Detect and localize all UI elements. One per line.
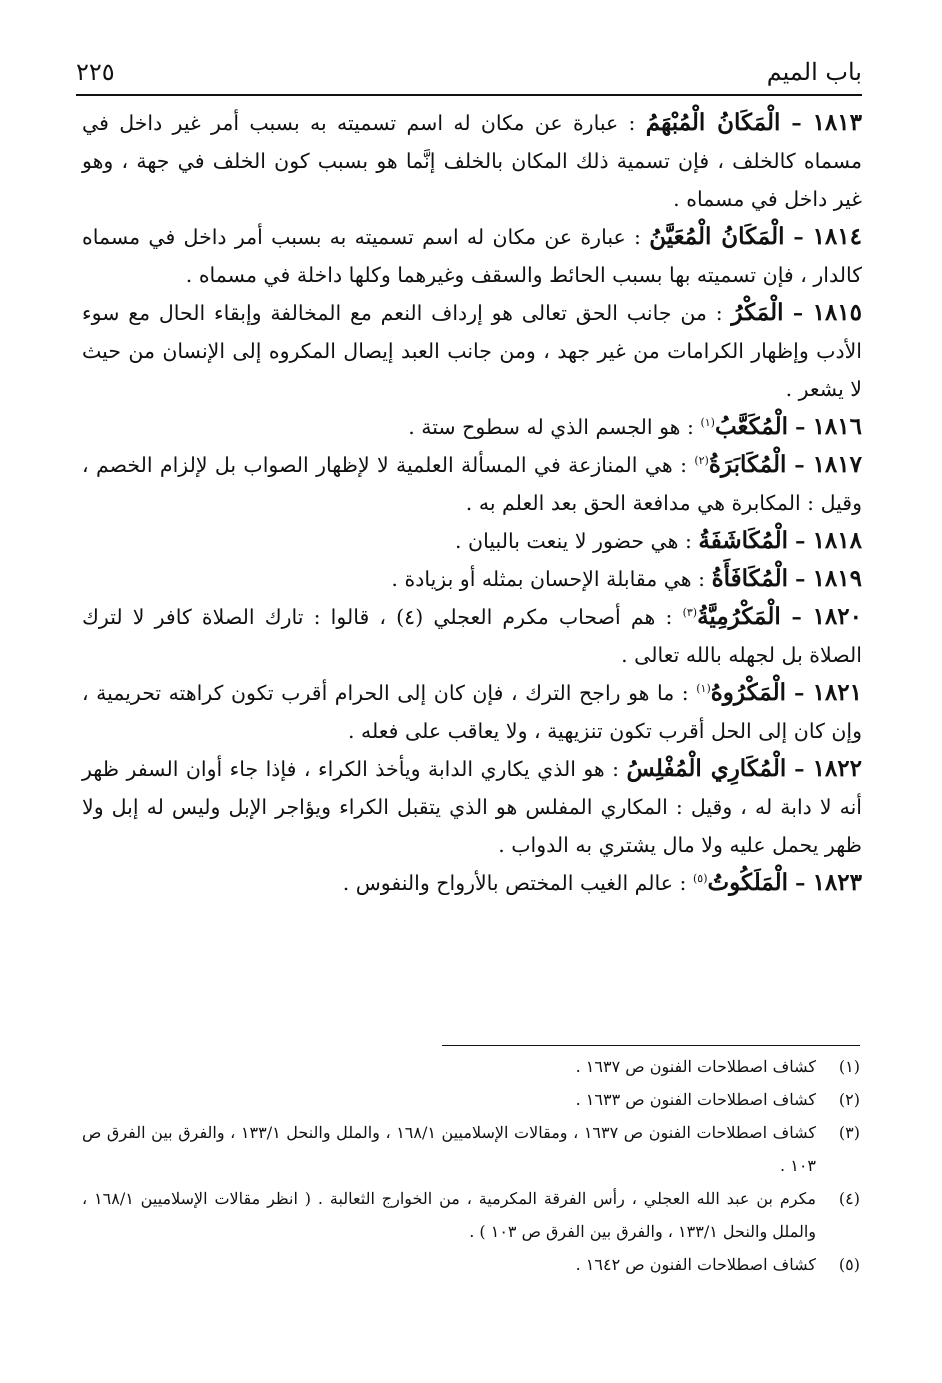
footnote-mark: (٢): [838, 1090, 860, 1109]
chapter-title: باب الميم: [766, 58, 862, 86]
entry-number: ١٨١٥: [812, 299, 862, 326]
entry-1821: ١٨٢١ – الْمَكْرُوهُ$^{(١)}$ : ما هو راجح الترك ، فإن كان إلى الحرام أقرب تكون كراهته تحريمية ، وإن كان إلى الحل أقرب تكون تنزيهية ، ولا يعاقب على فعله .: [82, 679, 862, 743]
entry-number: ١٨٢٢: [812, 755, 862, 782]
entry-number: ١٨١٩: [812, 565, 862, 592]
entry-text: : ما هو راجح الترك ، فإن كان إلى الحرام أقرب تكون كراهته تحريمية ، وإن كان إلى الحل أقرب تكون تنزيهية ، ولا يعاقب على فعله .: [82, 681, 862, 743]
entry-1819: ١٨١٩ – الْمُكَافَأَةُ : هي مقابلة الإحسان بمثله أو بزيادة .: [391, 565, 862, 592]
entry-1814: ١٨١٤ – الْمَكَانُ الْمُعَيَّنُ : عبارة عن مكان له اسم تسميته به بسبب أمر داخل في مسماه كالدار ، فإن تسميته بها بسبب الحائط والسقف وغيرهما وكلها داخلة في مسماه .: [82, 223, 862, 287]
entry-text: : عبارة عن مكان له اسم تسميته به بسبب أمر داخل في مسماه كالدار ، فإن تسميته بها بسبب الحائط والسقف وغيرهما وكلها داخلة في مسماه .: [82, 225, 862, 287]
footnote-4: [82, 1182, 860, 1248]
footnote-text: كشاف اصطلاحات الفنون ص ١٦٣٧ .: [575, 1057, 816, 1076]
footnote-mark: (٣): [838, 1123, 860, 1142]
entry-text: : هي مقابلة الإحسان بمثله أو بزيادة .: [391, 567, 706, 591]
footnote-ref: (١): [700, 416, 715, 430]
entry-term: الْمُكَاشَفَةُ: [698, 527, 789, 554]
entry-term: الْمَكَانُ الْمُعَيَّنُ: [649, 223, 785, 250]
entry-1815: ١٨١٥ – الْمَكْرُ : من جانب الحق تعالى هو إرداف النعم مع المخالفة وإبقاء الحال مع سوء الأدب وإظهار الكرامات من غير جهد ، ومن جانب العبد إيصال المكروه إلى الإنسان من حيث لا يشعر .: [82, 299, 862, 401]
entry-text: : هي حضور لا ينعت بالبيان .: [455, 529, 692, 553]
page-number: ٢٢٥: [76, 58, 115, 86]
entry-1816: ١٨١٦ – الْمُكَعَّبُ$^{(١)}$ : هو الجسم الذي له سطوح ستة .: [408, 413, 862, 440]
header-rule: [76, 94, 862, 96]
footnote-5: [82, 1248, 860, 1281]
entry-text: : عالم الغيب المختص بالأرواح والنفوس .: [342, 871, 687, 895]
entry-term: الْمُكَعَّبُ: [714, 413, 789, 440]
footnote-ref: (٣): [682, 606, 698, 620]
footnote-mark: (١): [838, 1057, 860, 1076]
footnote-1: [82, 1050, 860, 1083]
entry-term: الْمُكَارِي الْمُفْلِسُ: [626, 755, 787, 782]
entry-1822: ١٨٢٢ – الْمُكَارِي الْمُفْلِسُ : هو الذي يكاري الدابة ويأخذ الكراء ، فإذا جاء أوان السفر ظهر أنه لا دابة له ، وقيل : المكاري المفلس هو الذي يتقبل الكراء ويؤاجر الإبل وليس له إبل ولا ظهر يحمل عليه ولا مال يشتري به الدواب .: [82, 755, 862, 857]
footnote-ref: (١): [696, 682, 711, 696]
entry-term: الْمَكْرُ: [731, 299, 784, 326]
entry-number: ١٨٢٠: [812, 603, 862, 630]
entry-term: الْمَكْرُوهُ: [710, 679, 786, 706]
footnote-text: كشاف اصطلاحات الفنون ص ١٦٣٣ .: [575, 1090, 816, 1109]
entry-1823: ١٨٢٣ – الْمَلَكُوتُ$^{(٥)}$ : عالم الغيب المختص بالأرواح والنفوس .: [342, 869, 862, 896]
entry-number: ١٨١٣: [812, 109, 862, 136]
footnote-text: كشاف اصطلاحات الفنون ص ١٦٤٢ .: [575, 1255, 816, 1274]
footnote-divider: [442, 1045, 860, 1046]
footnote-text: كشاف اصطلاحات الفنون ص ١٦٣٧ ، ومقالات الإسلاميين ١٦٨/١ ، والملل والنحل ١٣٣/١ ، والفرق بين الفرق ص ١٠٣ .: [82, 1123, 817, 1175]
entry-number: ١٨١٤: [812, 223, 862, 250]
entry-text: : هو الذي يكاري الدابة ويأخذ الكراء ، فإذا جاء أوان السفر ظهر أنه لا دابة له ، وقيل : المكاري المفلس هو الذي يتقبل الكراء ويؤاجر الإبل وليس له إبل ولا ظهر يحمل عليه ولا مال يشتري به الدواب .: [82, 757, 862, 857]
entry-text: : هو الجسم الذي له سطوح ستة .: [408, 415, 694, 439]
page-header: [76, 58, 862, 90]
entry-1813: ١٨١٣ – الْمَكَانُ الْمُبْهَمُ : عبارة عن مكان له اسم تسميته به بسبب أمر غير داخل في مسماه كالخلف ، فإن تسمية ذلك المكان بالخلف إنَّما هو بسبب كون الخلف في جهة ، وهو غير داخل في مسماه .: [82, 109, 862, 211]
footnote-mark: (٥): [838, 1255, 860, 1274]
footnote-text: مكرم بن عبد الله العجلي ، رأس الفرقة المكرمية ، من الخوارج الثعالبة . ( انظر مقالات الإسلاميين ١٦٨/١ ، والملل والنحل ١٣٣/١ ، والفرق بين الفرق ص ١٠٣ ) .: [82, 1189, 817, 1241]
entry-term: الْمُكَابَرَةُ: [708, 451, 787, 478]
entry-1818: ١٨١٨ – الْمُكَاشَفَةُ : هي حضور لا ينعت بالبيان .: [455, 527, 862, 554]
footnote-ref: (٥): [692, 872, 708, 886]
footnotes: [82, 1050, 860, 1320]
footnote-mark: (٤): [838, 1189, 860, 1208]
entry-text: : هي المنازعة في المسألة العلمية لا لإظهار الصواب بل لإلزام الخصم ، وقيل : المكابرة هي مدافعة الحق بعد العلم به .: [82, 453, 862, 515]
entry-number: ١٨١٦: [812, 413, 862, 440]
entry-number: ١٨٢١: [812, 679, 862, 706]
entry-number: ١٨١٧: [812, 451, 862, 478]
entry-text: : هم أصحاب مكرم العجلي (٤) ، قالوا : تارك الصلاة كافر لا لترك الصلاة بل لجهله بالله تعالى .: [82, 605, 862, 667]
entry-1820: ١٨٢٠ – الْمَكْرُمِيَّةُ$^{(٣)}$ : هم أصحاب مكرم العجلي (٤) ، قالوا : تارك الصلاة كافر لا لترك الصلاة بل لجهله بالله تعالى .: [82, 603, 862, 667]
entry-term: الْمَلَكُوتُ: [707, 869, 789, 896]
entry-number: ١٨٢٣: [812, 869, 862, 896]
entries-body: [82, 104, 862, 1040]
entry-text: : من جانب الحق تعالى هو إرداف النعم مع المخالفة وإبقاء الحال مع سوء الأدب وإظهار الكرامات من غير جهد ، ومن جانب العبد إيصال المكروه إلى الإنسان من حيث لا يشعر .: [82, 301, 862, 401]
entry-term: الْمُكَافَأَةُ: [711, 565, 789, 592]
footnote-3: [82, 1116, 860, 1182]
entry-term: الْمَكْرُمِيَّةُ: [697, 603, 781, 630]
footnote-2: [82, 1083, 860, 1116]
entry-number: ١٨١٨: [812, 527, 862, 554]
footnote-ref: (٢): [694, 454, 709, 468]
entry-term: الْمَكَانُ الْمُبْهَمُ: [645, 109, 781, 136]
entry-1817: ١٨١٧ – الْمُكَابَرَةُ$^{(٢)}$ : هي المنازعة في المسألة العلمية لا لإظهار الصواب بل لإلزام الخصم ، وقيل : المكابرة هي مدافعة الحق بعد العلم به .: [82, 451, 862, 515]
entry-text: : عبارة عن مكان له اسم تسميته به بسبب أمر غير داخل في مسماه كالخلف ، فإن تسمية ذلك المكان بالخلف إنَّما هو بسبب كون الخلف في جهة ، وهو غير داخل في مسماه .: [82, 111, 862, 211]
